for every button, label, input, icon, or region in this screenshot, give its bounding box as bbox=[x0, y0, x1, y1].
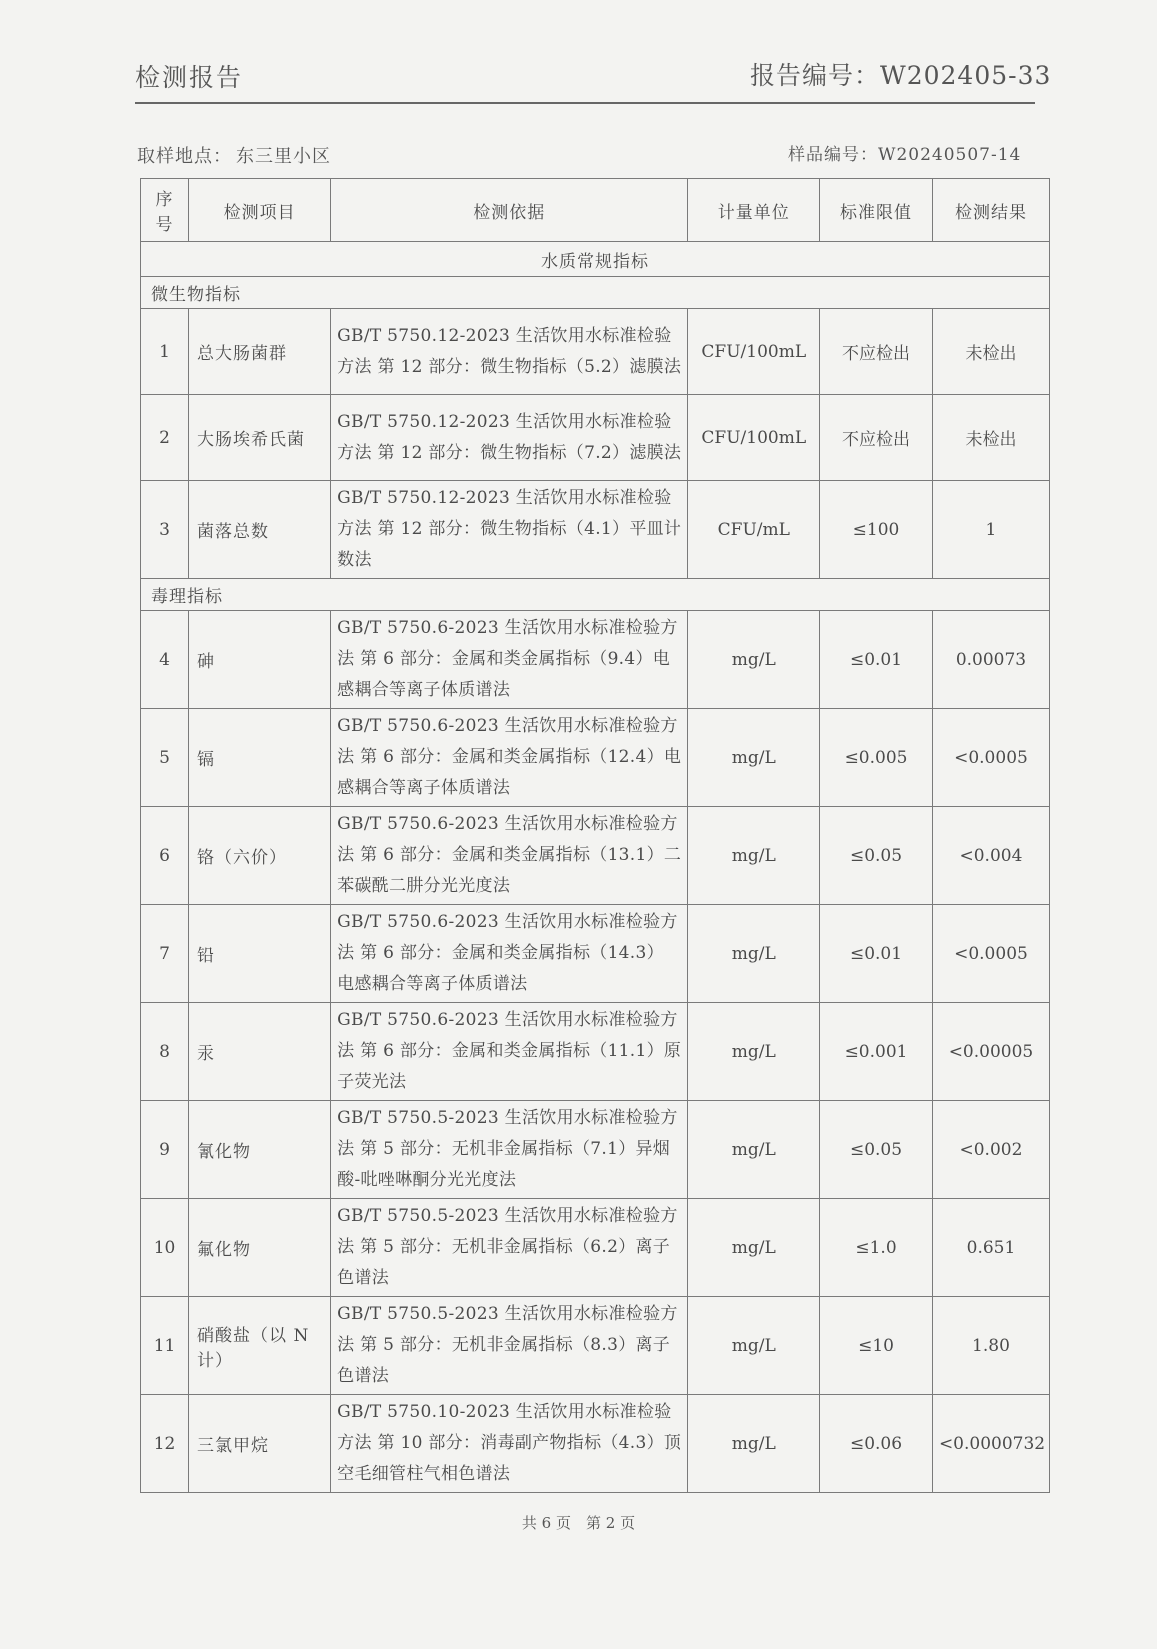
cell-result: 0.651 bbox=[932, 1199, 1049, 1297]
cell-item: 汞 bbox=[189, 1003, 331, 1101]
cell-unit: mg/L bbox=[688, 807, 820, 905]
cell-limit: ≤0.01 bbox=[820, 905, 933, 1003]
cell-limit: ≤0.05 bbox=[820, 1101, 933, 1199]
cell-item: 砷 bbox=[189, 611, 331, 709]
table-row bbox=[141, 309, 1050, 395]
cell-limit: ≤1.0 bbox=[820, 1199, 933, 1297]
cell-unit: mg/L bbox=[688, 1101, 820, 1199]
cell-unit: mg/L bbox=[688, 1199, 820, 1297]
cell-basis: GB/T 5750.10-2023 生活饮用水标准检验方法 第 10 部分：消毒副产物指标（4.3）顶空毛细管柱气相色谱法 bbox=[331, 1395, 688, 1493]
cell-unit: CFU/100mL bbox=[688, 309, 820, 395]
cell-item: 氰化物 bbox=[189, 1101, 331, 1199]
cell-item: 总大肠菌群 bbox=[189, 309, 331, 395]
group-title: 微生物指标 bbox=[141, 277, 1050, 309]
cell-result: <0.0005 bbox=[932, 709, 1049, 807]
col-header-item: 检测项目 bbox=[189, 179, 331, 242]
report-number: 报告编号：W202405-33 bbox=[750, 61, 1052, 90]
col-header-no: 序号 bbox=[141, 179, 189, 242]
cell-no: 3 bbox=[141, 481, 189, 579]
table-row bbox=[141, 481, 1050, 579]
table-row bbox=[141, 1101, 1050, 1199]
table-row bbox=[141, 905, 1050, 1003]
cell-basis: GB/T 5750.6-2023 生活饮用水标准检验方法 第 6 部分：金属和类金属指标（12.4）电感耦合等离子体质谱法 bbox=[331, 709, 688, 807]
cell-result: <0.00005 bbox=[932, 1003, 1049, 1101]
cell-no: 10 bbox=[141, 1199, 189, 1297]
cell-basis: GB/T 5750.5-2023 生活饮用水标准检验方法 第 5 部分：无机非金属指标（6.2）离子色谱法 bbox=[331, 1199, 688, 1297]
cell-no: 4 bbox=[141, 611, 189, 709]
cell-result: 1.80 bbox=[932, 1297, 1049, 1395]
cell-no: 2 bbox=[141, 395, 189, 481]
table-header-row bbox=[141, 179, 1050, 242]
cell-result: <0.004 bbox=[932, 807, 1049, 905]
group-title: 毒理指标 bbox=[141, 579, 1050, 611]
cell-limit: ≤0.005 bbox=[820, 709, 933, 807]
cell-limit: ≤0.001 bbox=[820, 1003, 933, 1101]
section-title: 水质常规指标 bbox=[141, 242, 1050, 277]
sampling-site bbox=[137, 142, 331, 168]
table-row bbox=[141, 395, 1050, 481]
cell-limit: 不应检出 bbox=[820, 309, 933, 395]
cell-no: 7 bbox=[141, 905, 189, 1003]
cell-unit: CFU/100mL bbox=[688, 395, 820, 481]
cell-result: <0.002 bbox=[932, 1101, 1049, 1199]
cell-unit: CFU/mL bbox=[688, 481, 820, 579]
cell-basis: GB/T 5750.6-2023 生活饮用水标准检验方法 第 6 部分：金属和类金属指标（9.4）电感耦合等离子体质谱法 bbox=[331, 611, 688, 709]
cell-unit: mg/L bbox=[688, 1395, 820, 1493]
cell-item: 菌落总数 bbox=[189, 481, 331, 579]
sampling-site-value: 东三里小区 bbox=[236, 146, 331, 167]
cell-no: 1 bbox=[141, 309, 189, 395]
table-row bbox=[141, 1003, 1050, 1101]
cell-basis: GB/T 5750.5-2023 生活饮用水标准检验方法 第 5 部分：无机非金属指标（7.1）异烟酸-吡唑啉酮分光光度法 bbox=[331, 1101, 688, 1199]
table-row bbox=[141, 611, 1050, 709]
sample-number: 样品编号：W20240507-14 bbox=[788, 145, 1022, 165]
cell-limit: ≤10 bbox=[820, 1297, 933, 1395]
col-header-basis: 检测依据 bbox=[331, 179, 688, 242]
cell-unit: mg/L bbox=[688, 1003, 820, 1101]
header-divider bbox=[135, 102, 1035, 104]
cell-limit: ≤0.06 bbox=[820, 1395, 933, 1493]
cell-no: 11 bbox=[141, 1297, 189, 1395]
cell-no: 6 bbox=[141, 807, 189, 905]
table-row bbox=[141, 807, 1050, 905]
cell-basis: GB/T 5750.12-2023 生活饮用水标准检验方法 第 12 部分：微生物指标（7.2）滤膜法 bbox=[331, 395, 688, 481]
cell-result: 0.00073 bbox=[932, 611, 1049, 709]
cell-item: 镉 bbox=[189, 709, 331, 807]
col-header-unit: 计量单位 bbox=[688, 179, 820, 242]
cell-no: 9 bbox=[141, 1101, 189, 1199]
cell-basis: GB/T 5750.12-2023 生活饮用水标准检验方法 第 12 部分：微生物指标（5.2）滤膜法 bbox=[331, 309, 688, 395]
page-footer: 共 6 页 第 2 页 bbox=[521, 1514, 636, 1532]
group-row bbox=[141, 277, 1050, 309]
cell-no: 12 bbox=[141, 1395, 189, 1493]
cell-result: <0.0005 bbox=[932, 905, 1049, 1003]
cell-basis: GB/T 5750.5-2023 生活饮用水标准检验方法 第 5 部分：无机非金属指标（8.3）离子色谱法 bbox=[331, 1297, 688, 1395]
cell-unit: mg/L bbox=[688, 709, 820, 807]
cell-unit: mg/L bbox=[688, 611, 820, 709]
cell-limit: 不应检出 bbox=[820, 395, 933, 481]
cell-unit: mg/L bbox=[688, 1297, 820, 1395]
cell-basis: GB/T 5750.6-2023 生活饮用水标准检验方法 第 6 部分：金属和类金属指标（14.3） 电感耦合等离子体质谱法 bbox=[331, 905, 688, 1003]
cell-item: 铬（六价） bbox=[189, 807, 331, 905]
table-row bbox=[141, 1395, 1050, 1493]
cell-basis: GB/T 5750.6-2023 生活饮用水标准检验方法 第 6 部分：金属和类金属指标（11.1）原子荧光法 bbox=[331, 1003, 688, 1101]
cell-item: 三氯甲烷 bbox=[189, 1395, 331, 1493]
section-row bbox=[141, 242, 1050, 277]
cell-item: 硝酸盐（以 N 计） bbox=[189, 1297, 331, 1395]
group-row bbox=[141, 579, 1050, 611]
cell-item: 铅 bbox=[189, 905, 331, 1003]
table-row bbox=[141, 709, 1050, 807]
report-title: 检测报告 bbox=[135, 63, 244, 92]
cell-limit: ≤0.01 bbox=[820, 611, 933, 709]
cell-basis: GB/T 5750.6-2023 生活饮用水标准检验方法 第 6 部分：金属和类金属指标（13.1）二苯碳酰二肼分光光度法 bbox=[331, 807, 688, 905]
cell-no: 5 bbox=[141, 709, 189, 807]
table-row bbox=[141, 1199, 1050, 1297]
col-header-result: 检测结果 bbox=[932, 179, 1049, 242]
col-header-limit: 标准限值 bbox=[820, 179, 933, 242]
cell-item: 氟化物 bbox=[189, 1199, 331, 1297]
cell-basis: GB/T 5750.12-2023 生活饮用水标准检验方法 第 12 部分：微生物指标（4.1）平皿计数法 bbox=[331, 481, 688, 579]
table-row bbox=[141, 1297, 1050, 1395]
cell-result: 1 bbox=[932, 481, 1049, 579]
cell-limit: ≤100 bbox=[820, 481, 933, 579]
cell-result: 未检出 bbox=[932, 395, 1049, 481]
cell-unit: mg/L bbox=[688, 905, 820, 1003]
cell-item: 大肠埃希氏菌 bbox=[189, 395, 331, 481]
cell-no: 8 bbox=[141, 1003, 189, 1101]
cell-result: <0.0000732 bbox=[932, 1395, 1049, 1493]
sampling-site-label: 取样地点： bbox=[137, 146, 232, 167]
cell-result: 未检出 bbox=[932, 309, 1049, 395]
results-table bbox=[140, 178, 1050, 1493]
cell-limit: ≤0.05 bbox=[820, 807, 933, 905]
